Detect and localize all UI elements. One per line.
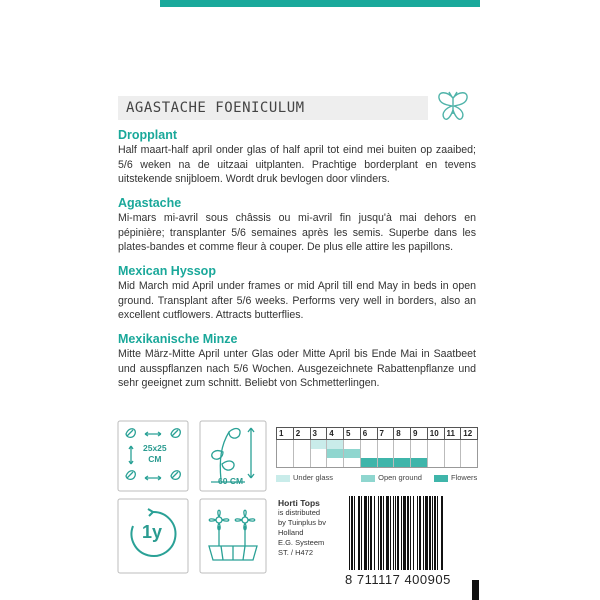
barcode-bar	[380, 496, 382, 570]
height-label: 60 CM	[218, 476, 244, 486]
section-heading: Mexikanische Minze	[118, 332, 238, 346]
legend-swatch	[434, 475, 448, 482]
section-french	[118, 196, 476, 255]
calendar-cell	[327, 449, 344, 458]
month-1: 1	[277, 428, 294, 439]
barcode	[345, 496, 483, 572]
section-text: Half maart-half april onder glas of half april tot eind mei buiten op zaaibed; 5/6 weken na de uitzaai uitplanten. Prachtige borderplant en tevens uitstekende snijbloem. Wordt druk bevlogen door vlinders.	[118, 144, 476, 186]
barcode-bar	[403, 496, 406, 570]
calendar-row-under-glass	[276, 440, 478, 449]
calendar-cell	[277, 458, 294, 467]
calendar-cell	[394, 449, 411, 458]
section-text: Mitte März-Mitte April unter Glas oder Mitte April bis Ende Mai in Saatbeet und ausspflanzen nach 5/6 Wochen. Ausgezeichnete Rabattenpflanze und sehr geeignet zum schnitt. Beliebt von Schmetterlingen.	[118, 348, 476, 390]
barcode-bar	[374, 496, 375, 570]
calendar-cell	[461, 440, 477, 449]
calendar-cell	[445, 458, 462, 467]
calendar-cell	[378, 440, 395, 449]
barcode-bar	[407, 496, 409, 570]
butterfly-icon	[435, 88, 471, 124]
barcode-bar	[419, 496, 421, 570]
barcode-bar	[351, 496, 353, 570]
calendar-cell	[411, 440, 428, 449]
barcode-bar	[390, 496, 391, 570]
calendar-cell	[344, 449, 361, 458]
calendar-legend	[276, 473, 482, 483]
legend-swatch	[276, 475, 290, 482]
barcode-bar	[354, 496, 355, 570]
lifecycle-label: 1y	[142, 522, 163, 542]
month-9: 9	[411, 428, 428, 439]
section-heading: Dropplant	[118, 128, 178, 142]
calendar-cell	[361, 440, 378, 449]
month-11: 11	[445, 428, 462, 439]
calendar-row-flowers	[276, 458, 478, 468]
barcode-bar	[383, 496, 384, 570]
calendar-cell	[378, 458, 395, 467]
calendar-cell	[277, 449, 294, 458]
distributor-line: E.G. Systeem	[278, 538, 325, 547]
distributor-line: is distributed	[278, 508, 321, 517]
barcode-bar	[425, 496, 428, 570]
calendar-cell	[394, 458, 411, 467]
distributor-line: ST. / H472	[278, 548, 314, 557]
legend-label: Flowers	[451, 473, 478, 482]
section-dutch	[118, 128, 476, 187]
barcode-bar	[423, 496, 424, 570]
barcode-bar	[401, 496, 402, 570]
month-10: 10	[428, 428, 445, 439]
barcode-bar	[417, 496, 418, 570]
barcode-bar	[437, 496, 438, 570]
barcode-bar	[395, 496, 396, 570]
calendar-row-open-ground	[276, 449, 478, 458]
calendar-cell	[277, 440, 294, 449]
barcode-bar	[429, 496, 431, 570]
month-12: 12	[463, 429, 473, 438]
spacing-value: 25x25	[143, 443, 167, 453]
barcode-bar	[378, 496, 379, 570]
barcode-bar	[364, 496, 367, 570]
calendar-cell	[311, 458, 328, 467]
barcode-bar	[410, 496, 411, 570]
month-7: 7	[378, 428, 395, 439]
calendar-cell	[411, 458, 428, 467]
calendar-cell	[327, 440, 344, 449]
section-text: Mid March mid April under frames or mid April till end May in beds in open ground. Transplant after 5/6 weeks. Performs very well in borders, also an excellent cutflowers. Attracts butterflies.	[118, 280, 476, 322]
barcode-bar	[361, 496, 362, 570]
calendar-cell	[428, 449, 445, 458]
calendar-cell	[378, 449, 395, 458]
calendar-months	[276, 427, 478, 440]
barcode-bar	[368, 496, 369, 570]
barcode-bar	[432, 496, 433, 570]
page-title: AGASTACHE FOENICULUM	[126, 100, 305, 116]
section-german	[118, 332, 476, 391]
spacing-label	[143, 443, 167, 465]
distributor-line: Holland	[278, 528, 304, 537]
barcode-bar	[386, 496, 389, 570]
section-heading: Agastache	[118, 196, 182, 210]
legend-open-ground	[361, 473, 422, 482]
calendar-cell	[344, 458, 361, 467]
top-color-bar	[160, 0, 480, 7]
calendar-cell	[361, 449, 378, 458]
calendar-cell	[461, 449, 477, 458]
calendar-cell	[294, 440, 311, 449]
month-4: 4	[327, 428, 344, 439]
month-3: 3	[311, 428, 328, 439]
legend-label: Open ground	[378, 473, 422, 482]
barcode-bar	[413, 496, 414, 570]
section-text: Mi-mars mi-avril sous châssis ou mi-avril fin jusqu'à mai dehors en pépinière; transplanter 5/6 semaines après les semis. Superbe dans les plates-bandes et comme fleur à couper. De plus elle attire les papillons.	[118, 212, 476, 254]
month-5: 5	[344, 428, 361, 439]
calendar-cell	[294, 449, 311, 458]
legend-swatch	[361, 475, 375, 482]
barcode-bar	[397, 496, 399, 570]
distributor-line: by Tuinplus bv	[278, 518, 326, 527]
legend-flowers	[434, 473, 477, 482]
calendar-cell	[461, 458, 477, 467]
barcode-number: 8 711117 400905	[345, 572, 451, 587]
calendar-cell	[327, 458, 344, 467]
calendar-cell	[394, 440, 411, 449]
calendar-cell	[428, 440, 445, 449]
calendar-cell	[311, 449, 328, 458]
barcode-bar	[441, 496, 443, 570]
cut-mark	[472, 580, 479, 600]
calendar-cell	[294, 458, 311, 467]
section-heading: Mexican Hyssop	[118, 264, 216, 278]
calendar-cell	[411, 449, 428, 458]
legend-under-glass	[276, 473, 333, 482]
brand-name: Horti Tops	[278, 498, 320, 508]
spacing-unit: CM	[148, 454, 162, 464]
calendar-cell	[311, 440, 328, 449]
month-6: 6	[361, 428, 378, 439]
distributor-info	[278, 498, 326, 558]
calendar-cell	[344, 440, 361, 449]
sowing-calendar	[276, 427, 478, 468]
month-8: 8	[394, 428, 411, 439]
calendar-cell	[445, 440, 462, 449]
flowers-tray-icon	[199, 498, 267, 574]
barcode-bar	[393, 496, 394, 570]
calendar-cell	[445, 449, 462, 458]
legend-label: Under glass	[293, 473, 334, 482]
barcode-bar	[370, 496, 372, 570]
month-2: 2	[294, 428, 311, 439]
barcode-bar	[358, 496, 360, 570]
calendar-cell	[428, 458, 445, 467]
barcode-bar	[349, 496, 350, 570]
barcode-bar	[434, 496, 436, 570]
calendar-cell	[361, 458, 378, 467]
section-english	[118, 264, 476, 323]
